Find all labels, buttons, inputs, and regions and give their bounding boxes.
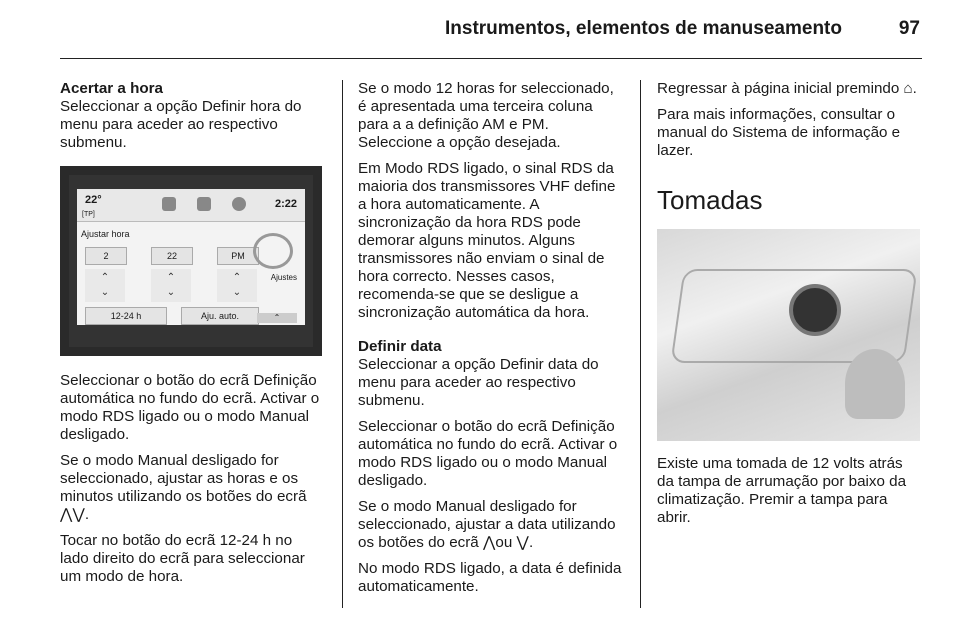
ampm-value: PM [217, 247, 259, 265]
page-number: 97 [898, 18, 920, 39]
subheading-set-date: Definir data [358, 338, 442, 355]
paragraph: Se o modo 12 horas for seleccionado, é apresentada uma terceira coluna para a a definição AM e PM. Seleccione a opção desejada. [358, 80, 614, 151]
paragraph: Em Modo RDS ligado, o sinal RDS da maioria dos transmissores VHF define a hora automaticamente. A sincronização da hora RDS pode demorar alguns minutos. Alguns transmissores não enviam o sinal de hora correcto. Nesses casos, recomenda-se que se desligue a sincronização automática da hora. [358, 160, 616, 321]
btn-12-24: 12-24 h [85, 307, 167, 325]
ampm-up-icon: ⌃ [217, 269, 257, 287]
paragraph: Existe uma tomada de 12 volts atrás da tampa de arrumação por baixo da climatização. Premir a tampa para abrir. [657, 455, 907, 526]
hour-down-icon: ⌄ [85, 284, 125, 302]
column-1 [60, 80, 325, 594]
column-divider [640, 80, 641, 608]
info-icon [232, 197, 246, 211]
screen-temperature: 22° [85, 194, 102, 206]
ampm-down-icon: ⌄ [217, 284, 257, 302]
music-icon [162, 197, 176, 211]
paragraph: Seleccionar a opção Definir data do menu para aceder ao respectivo submenu. [358, 356, 599, 409]
paragraph: Seleccionar a opção Definir hora do menu para aceder ao respectivo submenu. [60, 98, 302, 151]
minute-down-icon: ⌄ [151, 284, 191, 302]
section-title: Tomadas [657, 185, 763, 215]
screen-clock: 2:22 [274, 198, 297, 210]
chevron-up-icon: ⌃ [257, 313, 297, 323]
power-outlet-photo [657, 229, 920, 441]
subheading-set-time: Acertar a hora [60, 80, 163, 97]
header-divider [60, 58, 922, 59]
column-2 [358, 80, 626, 604]
screen-status-bar [77, 189, 305, 222]
gear-shifter [845, 349, 905, 419]
paragraph: Tocar no botão do ecrã 12-24 h no lado direito do ecrã para seleccionar um modo de hora. [60, 532, 305, 585]
minute-value: 22 [151, 247, 193, 265]
power-socket-icon [789, 284, 841, 336]
page-header-title: Instrumentos, elementos de manuseamento [445, 18, 842, 39]
column-3 [657, 80, 922, 535]
hour-up-icon: ⌃ [85, 269, 125, 287]
screen-tp-indicator: [TP] [82, 211, 95, 218]
paragraph: No modo RDS ligado, a data é definida automaticamente. [358, 560, 622, 595]
paragraph: Regressar à página inicial premindo ⌂. [657, 80, 917, 97]
paragraph: Seleccionar o botão do ecrã Definição automática no fundo do ecrã. Activar o modo RDS ligado ou o modo Manual desligado. [358, 418, 618, 489]
btn-auto-adjust: Aju. auto. [181, 307, 259, 325]
minute-up-icon: ⌃ [151, 269, 191, 287]
phone-icon [197, 197, 211, 211]
paragraph: Se o modo Manual desligado for seleccionado, ajustar as horas e os minutos utilizando os botões do ecrã ⋀⋁. [60, 452, 307, 523]
infotainment-screen-image [60, 166, 322, 356]
settings-gear-icon [253, 233, 293, 269]
paragraph: Para mais informações, consultar o manual do Sistema de informação e lazer. [657, 106, 901, 159]
paragraph: Seleccionar o botão do ecrã Definição automática no fundo do ecrã. Activar o modo RDS ligado ou o modo Manual desligado. [60, 372, 320, 443]
screen-title: Ajustar hora [81, 229, 130, 239]
paragraph: Se o modo Manual desligado for seleccionado, ajustar a data utilizando os botões do ecrã ⋀ou ⋁. [358, 498, 616, 551]
column-divider [342, 80, 343, 608]
screen-settings-label: Ajustes [270, 273, 297, 282]
hour-value: 2 [85, 247, 127, 265]
